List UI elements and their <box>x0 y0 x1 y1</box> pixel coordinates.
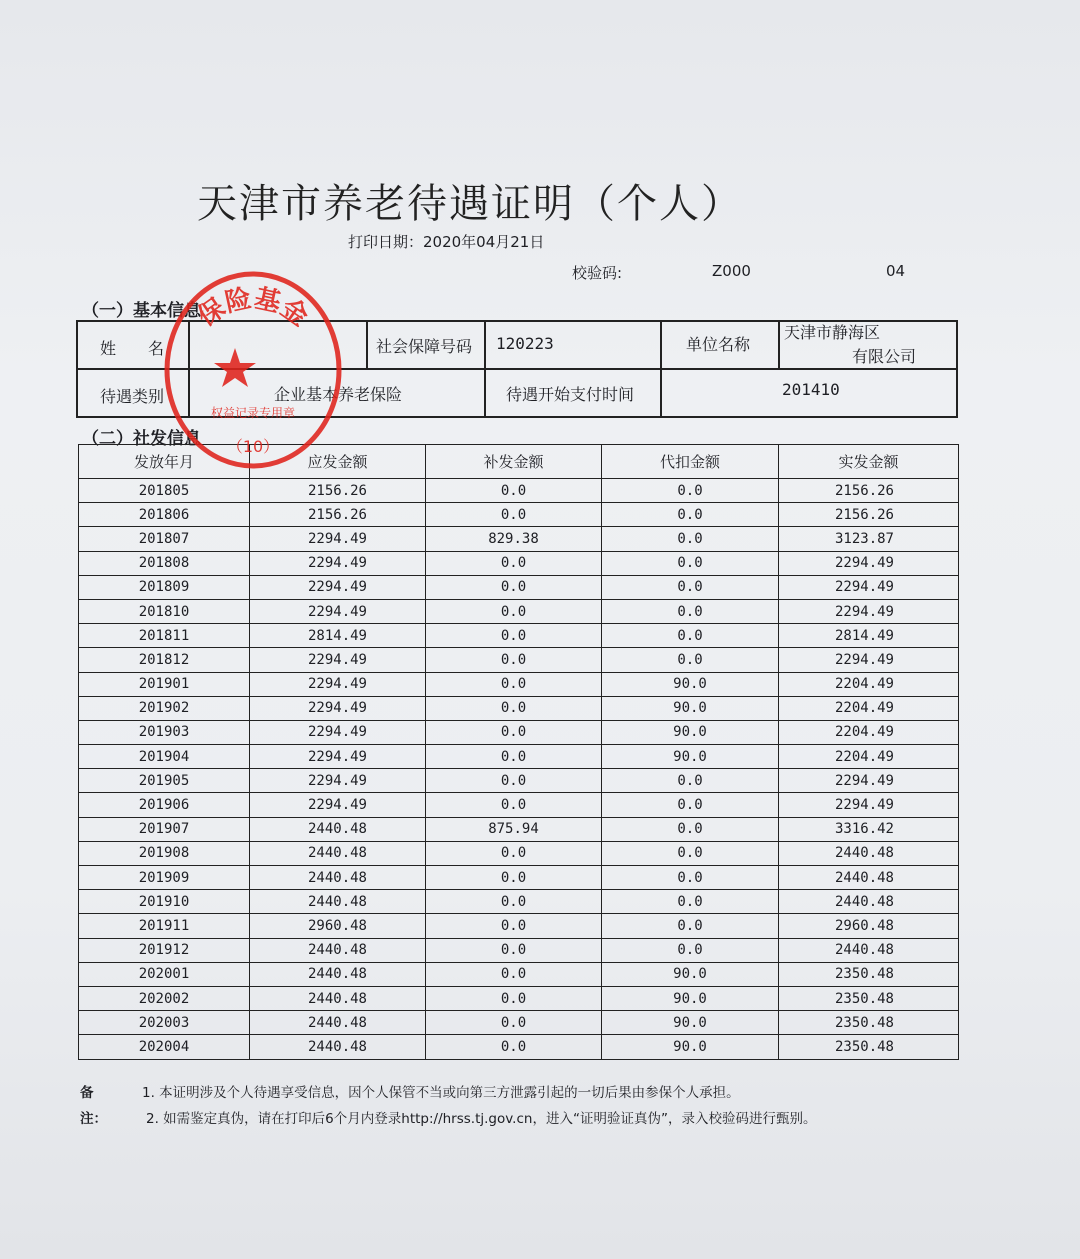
cell-supplement: 0.0 <box>426 745 602 769</box>
table-row <box>79 720 959 744</box>
section-payments-title: （二）社发信息 <box>82 429 201 449</box>
notes-label: 备注： <box>80 1085 107 1127</box>
cell-supplement: 0.0 <box>426 962 602 986</box>
cell-deduction: 0.0 <box>602 866 779 890</box>
cell-month: 201811 <box>79 624 250 648</box>
table-header-row <box>79 445 959 479</box>
cell-month: 201810 <box>79 599 250 623</box>
table-row <box>79 1035 959 1059</box>
table-row <box>79 817 959 841</box>
cell-supplement: 0.0 <box>426 986 602 1010</box>
verify-code <box>572 262 906 283</box>
cell-deduction: 0.0 <box>602 575 779 599</box>
verify-code-end: 04 <box>886 262 906 280</box>
cell-payable: 2294.49 <box>250 720 426 744</box>
table-row <box>79 841 959 865</box>
cell-payable: 2440.48 <box>250 1011 426 1035</box>
cell-deduction: 90.0 <box>602 745 779 769</box>
cell-payable: 2814.49 <box>250 624 426 648</box>
cell-deduction: 0.0 <box>602 551 779 575</box>
cell-actual: 2350.48 <box>779 962 959 986</box>
ssn-label: 社会保障号码 <box>376 337 473 356</box>
cell-payable: 2294.49 <box>250 648 426 672</box>
section-basic-info-title: （一）基本信息 <box>82 301 201 321</box>
cell-supplement: 0.0 <box>426 551 602 575</box>
cell-month: 201807 <box>79 527 250 551</box>
cell-month: 201905 <box>79 769 250 793</box>
cell-payable: 2960.48 <box>250 914 426 938</box>
header-payable: 应发金额 <box>250 445 426 479</box>
cell-month: 202002 <box>79 986 250 1010</box>
cell-month: 201908 <box>79 841 250 865</box>
cell-month: 201806 <box>79 503 250 527</box>
cell-actual: 2294.49 <box>779 575 959 599</box>
cell-payable: 2440.48 <box>250 841 426 865</box>
cell-actual: 2204.49 <box>779 720 959 744</box>
table-row <box>79 624 959 648</box>
cell-payable: 2440.48 <box>250 938 426 962</box>
cell-actual: 2294.49 <box>779 648 959 672</box>
cell-actual: 2350.48 <box>779 986 959 1010</box>
cell-deduction: 90.0 <box>602 696 779 720</box>
cell-deduction: 0.0 <box>602 648 779 672</box>
cell-supplement: 875.94 <box>426 817 602 841</box>
name-label: 姓 名 <box>100 339 165 358</box>
cell-payable: 2294.49 <box>250 551 426 575</box>
cell-payable: 2294.49 <box>250 696 426 720</box>
cell-supplement: 0.0 <box>426 624 602 648</box>
payments-table-body <box>79 479 959 1060</box>
cell-deduction: 90.0 <box>602 962 779 986</box>
table-row <box>79 648 959 672</box>
cell-deduction: 0.0 <box>602 793 779 817</box>
cell-actual: 2440.48 <box>779 938 959 962</box>
cell-supplement: 0.0 <box>426 648 602 672</box>
table-row <box>79 769 959 793</box>
seal-top-text: 保险基金 <box>192 283 314 333</box>
verify-code-start: Z000 <box>712 262 751 280</box>
cell-deduction: 0.0 <box>602 890 779 914</box>
cell-payable: 2156.26 <box>250 503 426 527</box>
cell-deduction: 0.0 <box>602 503 779 527</box>
table-row <box>79 914 959 938</box>
cell-deduction: 90.0 <box>602 1035 779 1059</box>
start-date-label: 待遇开始支付时间 <box>506 385 635 404</box>
cell-actual: 2204.49 <box>779 745 959 769</box>
seal-bottom-text: （10） <box>226 437 280 456</box>
cell-deduction: 0.0 <box>602 769 779 793</box>
employer-label: 单位名称 <box>686 335 751 354</box>
document-title: 天津市养老待遇证明（个人） <box>197 181 743 227</box>
cell-month: 201902 <box>79 696 250 720</box>
cell-actual: 2350.48 <box>779 1011 959 1035</box>
cell-deduction: 0.0 <box>602 599 779 623</box>
cell-payable: 2294.49 <box>250 769 426 793</box>
verify-code-label: 校验码: <box>572 264 623 282</box>
seal-inner-text: 权益记录专用章 <box>210 406 296 420</box>
cell-supplement: 0.0 <box>426 914 602 938</box>
cell-month: 202003 <box>79 1011 250 1035</box>
table-row <box>79 696 959 720</box>
cell-actual: 2294.49 <box>779 769 959 793</box>
cell-actual: 2814.49 <box>779 624 959 648</box>
note-1: 1. 本证明涉及个人待遇享受信息，因个人保管不当或向第三方泄露引起的一切后果由参保个人承担。 <box>142 1085 740 1101</box>
payments-table <box>78 444 959 1060</box>
cell-deduction: 90.0 <box>602 1011 779 1035</box>
cell-payable: 2294.49 <box>250 575 426 599</box>
cell-payable: 2294.49 <box>250 672 426 696</box>
table-row <box>79 986 959 1010</box>
cell-actual: 3316.42 <box>779 817 959 841</box>
cell-month: 202004 <box>79 1035 250 1059</box>
cell-deduction: 90.0 <box>602 986 779 1010</box>
table-row <box>79 527 959 551</box>
cell-month: 201909 <box>79 866 250 890</box>
cell-supplement: 0.0 <box>426 575 602 599</box>
cell-payable: 2294.49 <box>250 745 426 769</box>
cell-actual: 2440.48 <box>779 890 959 914</box>
cell-supplement: 0.0 <box>426 1011 602 1035</box>
cell-actual: 2294.49 <box>779 793 959 817</box>
cell-supplement: 0.0 <box>426 672 602 696</box>
cell-month: 201903 <box>79 720 250 744</box>
cell-actual: 2204.49 <box>779 672 959 696</box>
table-row <box>79 672 959 696</box>
cell-supplement: 0.0 <box>426 720 602 744</box>
benefit-type-value: 企业基本养老保险 <box>274 385 403 404</box>
cell-deduction: 0.0 <box>602 817 779 841</box>
cell-actual: 2204.49 <box>779 696 959 720</box>
cell-month: 202001 <box>79 962 250 986</box>
cell-supplement: 0.0 <box>426 938 602 962</box>
cell-month: 201906 <box>79 793 250 817</box>
benefit-type-label: 待遇类别 <box>100 387 165 406</box>
start-date-value: 201410 <box>782 380 840 399</box>
header-actual: 实发金额 <box>779 445 959 479</box>
cell-actual: 2440.48 <box>779 866 959 890</box>
cell-deduction: 0.0 <box>602 938 779 962</box>
cell-month: 201911 <box>79 914 250 938</box>
employer-name-line1: 天津市静海区 <box>784 323 881 342</box>
cell-payable: 2440.48 <box>250 986 426 1010</box>
table-row <box>79 551 959 575</box>
table-row <box>79 962 959 986</box>
table-row <box>79 793 959 817</box>
cell-supplement: 0.0 <box>426 769 602 793</box>
cell-supplement: 0.0 <box>426 503 602 527</box>
cell-deduction: 90.0 <box>602 720 779 744</box>
cell-month: 201809 <box>79 575 250 599</box>
cell-deduction: 0.0 <box>602 914 779 938</box>
cell-actual: 2294.49 <box>779 551 959 575</box>
cell-month: 201912 <box>79 938 250 962</box>
note-2: 2. 如需鉴定真伪，请在打印后6个月内登录http://hrss.tj.gov.cn，进入“证明验证真伪”，录入校验码进行甄别。 <box>146 1111 817 1127</box>
print-date: 打印日期：2020年04月21日 <box>348 233 545 251</box>
cell-supplement: 0.0 <box>426 479 602 503</box>
cell-payable: 2440.48 <box>250 817 426 841</box>
cell-actual: 2156.26 <box>779 479 959 503</box>
cell-actual: 2156.26 <box>779 503 959 527</box>
table-row <box>79 575 959 599</box>
cell-payable: 2294.49 <box>250 793 426 817</box>
cell-deduction: 0.0 <box>602 527 779 551</box>
cell-month: 201904 <box>79 745 250 769</box>
cell-payable: 2294.49 <box>250 527 426 551</box>
ssn-value: 120223 <box>496 334 554 353</box>
cell-month: 201910 <box>79 890 250 914</box>
cell-month: 201812 <box>79 648 250 672</box>
cell-actual: 3123.87 <box>779 527 959 551</box>
cell-payable: 2294.49 <box>250 599 426 623</box>
cell-month: 201907 <box>79 817 250 841</box>
employer-name-line2: 有限公司 <box>852 347 917 366</box>
cell-supplement: 0.0 <box>426 866 602 890</box>
table-row <box>79 479 959 503</box>
cell-payable: 2440.48 <box>250 866 426 890</box>
cell-deduction: 0.0 <box>602 479 779 503</box>
header-supplement: 补发金额 <box>426 445 602 479</box>
cell-month: 201805 <box>79 479 250 503</box>
cell-month: 201901 <box>79 672 250 696</box>
cell-actual: 2350.48 <box>779 1035 959 1059</box>
cell-month: 201808 <box>79 551 250 575</box>
table-row <box>79 1011 959 1035</box>
table-row <box>79 938 959 962</box>
table-row <box>79 599 959 623</box>
cell-supplement: 0.0 <box>426 599 602 623</box>
cell-payable: 2156.26 <box>250 479 426 503</box>
cell-supplement: 0.0 <box>426 1035 602 1059</box>
cell-payable: 2440.48 <box>250 1035 426 1059</box>
header-deduction: 代扣金额 <box>602 445 779 479</box>
cell-supplement: 829.38 <box>426 527 602 551</box>
cell-deduction: 0.0 <box>602 624 779 648</box>
cell-supplement: 0.0 <box>426 696 602 720</box>
table-row <box>79 745 959 769</box>
cell-payable: 2440.48 <box>250 962 426 986</box>
table-row <box>79 890 959 914</box>
cell-deduction: 90.0 <box>602 672 779 696</box>
cell-actual: 2960.48 <box>779 914 959 938</box>
cell-supplement: 0.0 <box>426 793 602 817</box>
basic-info-box <box>76 320 958 418</box>
cell-actual: 2440.48 <box>779 841 959 865</box>
cell-payable: 2440.48 <box>250 890 426 914</box>
cell-deduction: 0.0 <box>602 841 779 865</box>
cell-supplement: 0.0 <box>426 841 602 865</box>
table-row <box>79 503 959 527</box>
table-row <box>79 866 959 890</box>
header-month: 发放年月 <box>79 445 250 479</box>
cell-supplement: 0.0 <box>426 890 602 914</box>
cell-actual: 2294.49 <box>779 599 959 623</box>
